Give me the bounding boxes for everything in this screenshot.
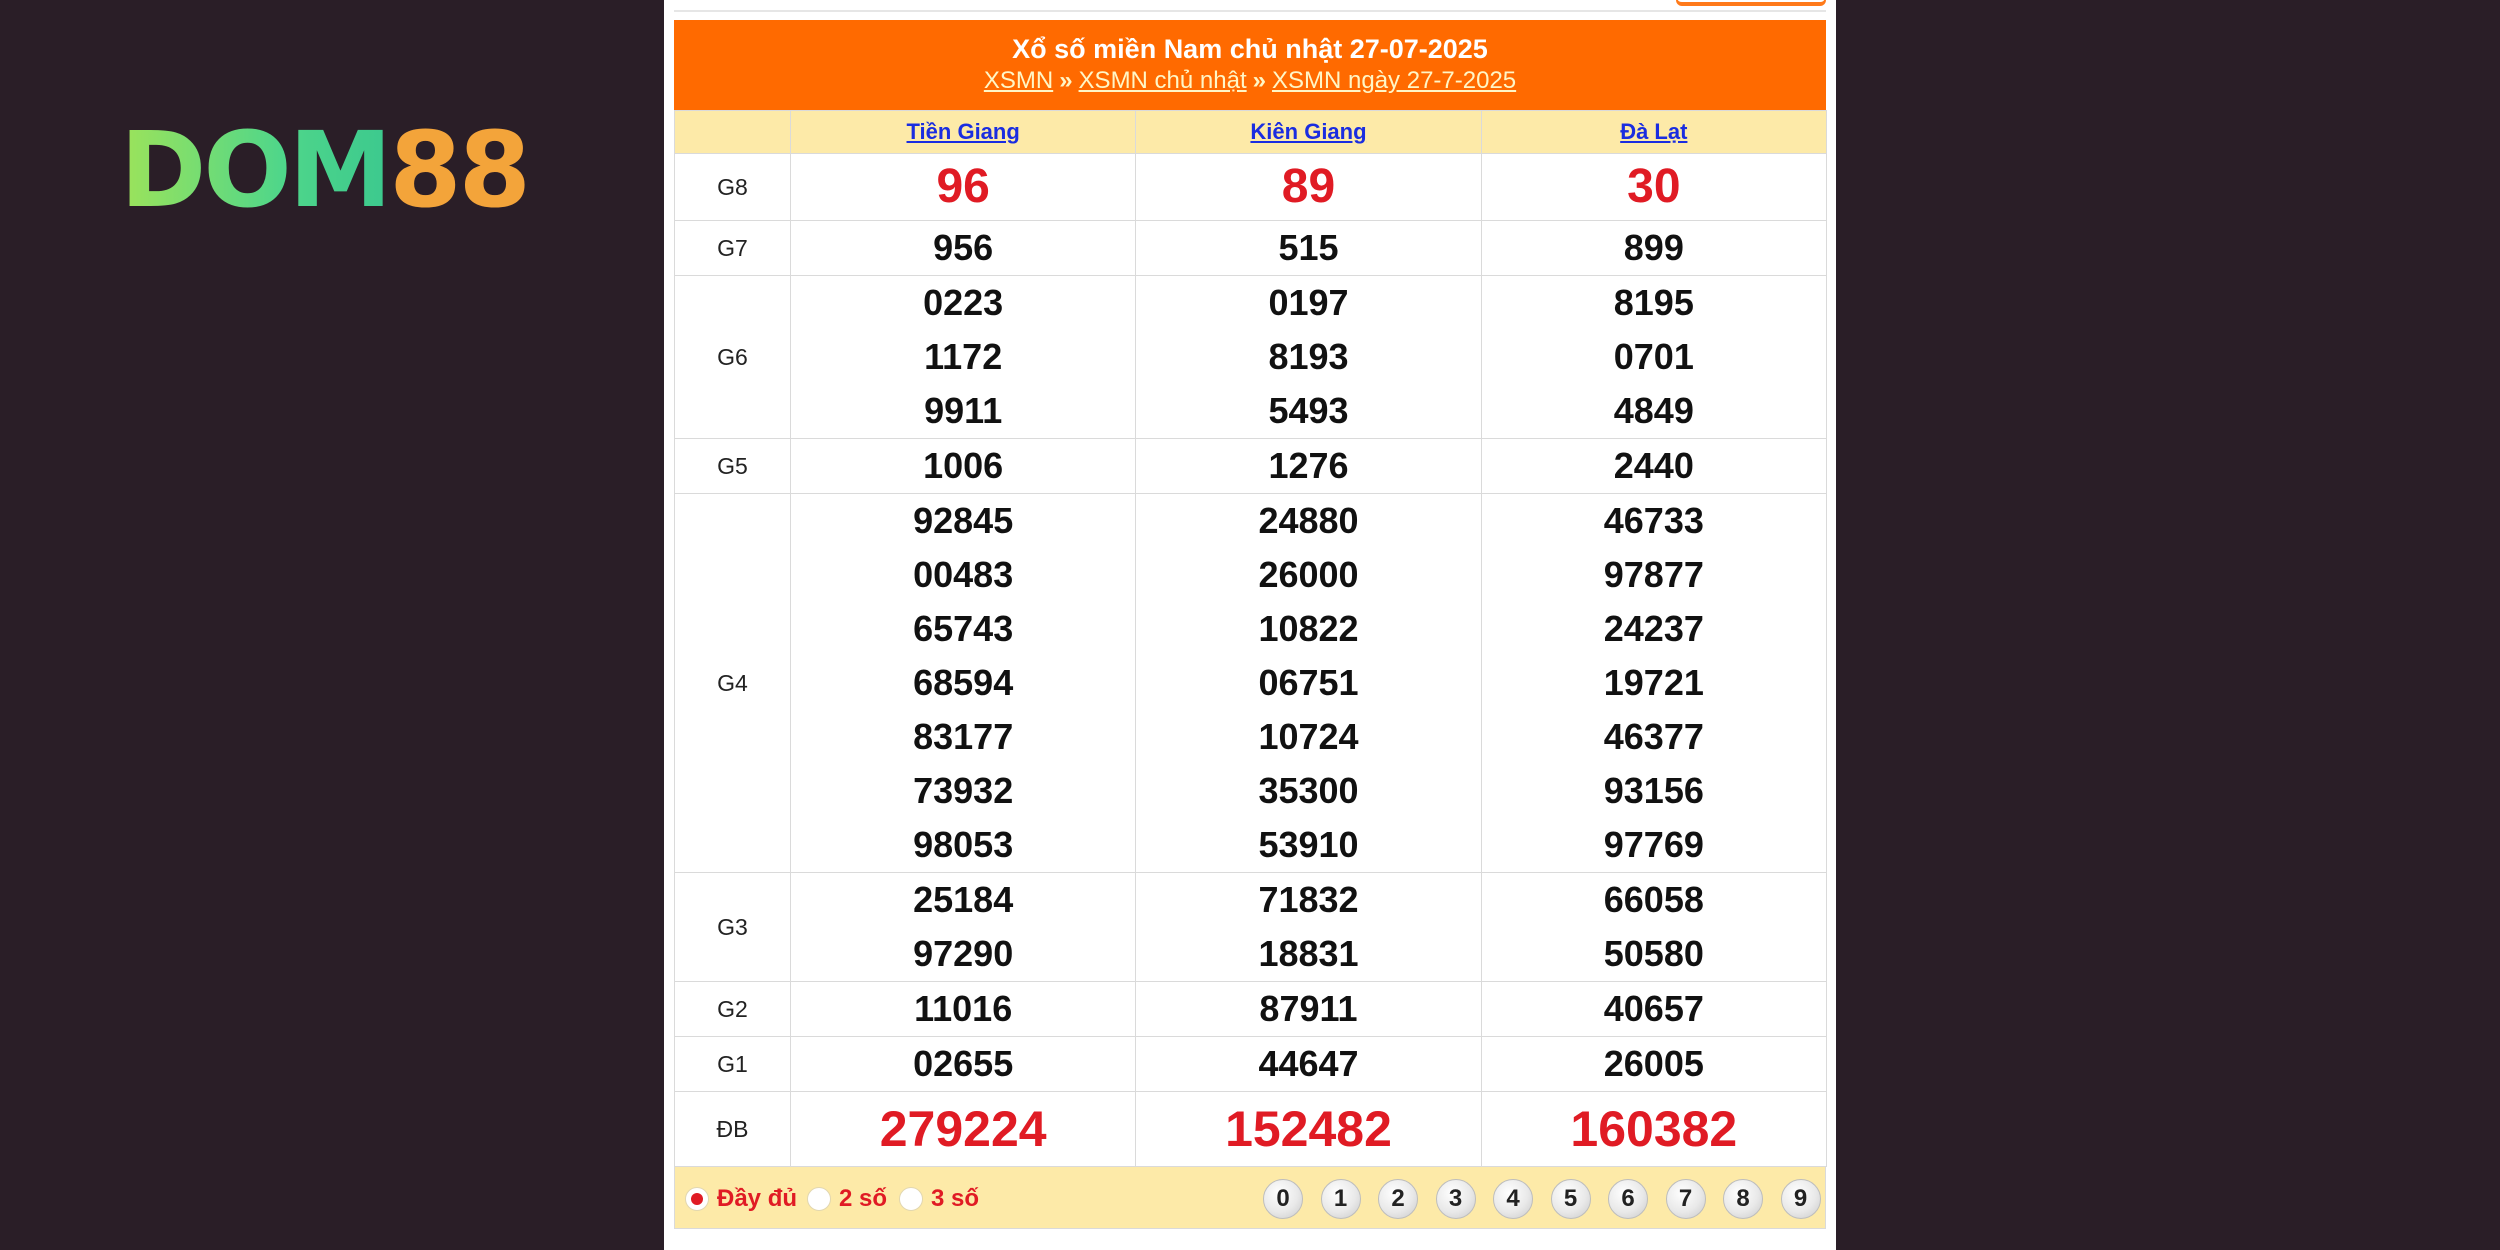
result-cell — [1481, 1037, 1826, 1092]
result-number: 30 — [1627, 160, 1681, 213]
province-header — [1481, 111, 1826, 154]
logo-text-dom: DOM — [120, 109, 390, 231]
prize-row-g5 — [675, 439, 1827, 494]
prize-row-g2 — [675, 982, 1827, 1037]
result-number: 1172 — [924, 336, 1003, 377]
result-number: 93156 — [1603, 770, 1704, 811]
result-number: 35300 — [1258, 770, 1359, 811]
result-cell — [1481, 439, 1826, 494]
result-number: 83177 — [913, 716, 1014, 757]
prize-row-g3 — [675, 873, 1827, 982]
result-cell — [791, 221, 1136, 276]
digit-button-9[interactable]: 9 — [1781, 1179, 1821, 1219]
result-cell — [791, 1092, 1136, 1167]
result-number: 160382 — [1570, 1101, 1738, 1157]
result-cell — [1481, 154, 1826, 221]
breadcrumb-separator: » — [1252, 67, 1266, 94]
result-cell — [1136, 873, 1481, 982]
result-cell — [1136, 1092, 1481, 1167]
option-3-digits[interactable] — [899, 1185, 979, 1213]
display-options-bar — [674, 1167, 1826, 1229]
breadcrumb-xsmn-sunday[interactable]: XSMN chủ nhật — [1078, 67, 1247, 94]
result-number: 8195 — [1613, 282, 1694, 323]
result-number: 46733 — [1603, 500, 1704, 541]
result-number: 0701 — [1613, 336, 1694, 377]
top-tab-edge — [1676, 0, 1826, 6]
result-number: 279224 — [879, 1101, 1047, 1157]
prize-label: G6 — [675, 276, 791, 439]
result-cell — [1136, 276, 1481, 439]
digit-button-7[interactable]: 7 — [1666, 1179, 1706, 1219]
result-number: 98053 — [913, 824, 1014, 865]
result-number: 06751 — [1258, 662, 1359, 703]
result-number: 10822 — [1258, 608, 1359, 649]
result-number: 65743 — [913, 608, 1014, 649]
result-number: 19721 — [1603, 662, 1704, 703]
result-cell — [1136, 439, 1481, 494]
prize-label: G4 — [675, 494, 791, 873]
digit-button-1[interactable]: 1 — [1321, 1179, 1361, 1219]
radio-3-digits[interactable] — [899, 1187, 923, 1211]
prize-row-g4 — [675, 494, 1827, 873]
result-number: 89 — [1281, 160, 1336, 213]
option-2-digits-label: 2 số — [839, 1185, 888, 1212]
radio-full[interactable] — [685, 1187, 709, 1211]
province-header-row — [675, 111, 1827, 154]
result-cell — [1481, 221, 1826, 276]
breadcrumb-xsmn[interactable]: XSMN — [983, 67, 1054, 94]
result-number: 97877 — [1603, 554, 1704, 595]
result-number: 40657 — [1603, 988, 1704, 1029]
result-number: 24237 — [1603, 608, 1704, 649]
result-cell — [1481, 1092, 1826, 1167]
results-panel — [664, 0, 1836, 1250]
digit-button-8[interactable]: 8 — [1723, 1179, 1763, 1219]
result-cell — [791, 276, 1136, 439]
province-link-tien-giang[interactable]: Tiền Giang — [906, 119, 1020, 144]
result-number: 26000 — [1258, 554, 1359, 595]
results-header — [674, 20, 1826, 110]
result-number: 1276 — [1268, 445, 1349, 486]
lottery-results-box — [674, 20, 1826, 1229]
option-2-digits[interactable] — [807, 1185, 887, 1213]
prize-label: G2 — [675, 982, 791, 1037]
result-cell — [791, 982, 1136, 1037]
result-number: 46377 — [1603, 716, 1704, 757]
result-cell — [1136, 494, 1481, 873]
dom88-logo — [120, 109, 528, 231]
prize-label: G3 — [675, 873, 791, 982]
result-cell — [1136, 1037, 1481, 1092]
result-number: 899 — [1623, 227, 1684, 268]
result-number: 8193 — [1268, 336, 1349, 377]
digit-button-0[interactable]: 0 — [1263, 1179, 1303, 1219]
digit-button-5[interactable]: 5 — [1551, 1179, 1591, 1219]
province-link-kien-giang[interactable]: Kiên Giang — [1250, 119, 1367, 144]
result-number: 66058 — [1603, 879, 1704, 920]
prize-label: G1 — [675, 1037, 791, 1092]
digit-button-4[interactable]: 4 — [1493, 1179, 1533, 1219]
result-number: 53910 — [1258, 824, 1359, 865]
result-cell — [791, 494, 1136, 873]
digit-button-2[interactable]: 2 — [1378, 1179, 1418, 1219]
province-header — [791, 111, 1136, 154]
result-number: 97290 — [913, 933, 1014, 974]
result-number: 92845 — [913, 500, 1014, 541]
result-cell — [1136, 982, 1481, 1037]
breadcrumb-separator: » — [1059, 67, 1073, 94]
prize-label: G7 — [675, 221, 791, 276]
breadcrumb-xsmn-date[interactable]: XSMN ngày 27-7-2025 — [1272, 67, 1517, 94]
digit-button-6[interactable]: 6 — [1608, 1179, 1648, 1219]
radio-2-digits[interactable] — [807, 1187, 831, 1211]
result-number: 24880 — [1258, 500, 1359, 541]
result-cell — [791, 439, 1136, 494]
result-number: 00483 — [913, 554, 1014, 595]
result-number: 956 — [933, 227, 994, 268]
result-number: 50580 — [1603, 933, 1704, 974]
result-number: 515 — [1278, 227, 1339, 268]
option-full-label: Đầy đủ — [717, 1185, 798, 1212]
result-number: 26005 — [1603, 1043, 1704, 1084]
prize-row-g6 — [675, 276, 1827, 439]
result-number: 2440 — [1613, 445, 1694, 486]
digit-button-3[interactable]: 3 — [1436, 1179, 1476, 1219]
result-number: 73932 — [913, 770, 1014, 811]
result-cell — [1136, 221, 1481, 276]
result-number: 5493 — [1268, 390, 1349, 431]
result-number: 1006 — [923, 445, 1004, 486]
result-number: 44647 — [1258, 1043, 1359, 1084]
result-number: 18831 — [1258, 933, 1359, 974]
prize-rows — [675, 154, 1827, 1167]
prize-label: G8 — [675, 154, 791, 221]
option-3-digits-label: 3 số — [931, 1185, 980, 1212]
result-cell — [791, 1037, 1136, 1092]
results-title: Xổ số miền Nam chủ nhật 27-07-2025 — [1012, 34, 1488, 64]
corner-cell — [675, 111, 791, 154]
result-cell — [1136, 154, 1481, 221]
result-number: 71832 — [1258, 879, 1359, 920]
result-cell — [791, 154, 1136, 221]
result-number: 97769 — [1603, 824, 1704, 865]
top-divider — [674, 0, 1826, 12]
result-number: 11016 — [914, 988, 1013, 1029]
results-table — [674, 110, 1827, 1167]
logo-text-88: 88 — [389, 109, 528, 231]
result-cell — [1481, 494, 1826, 873]
result-number: 0223 — [923, 282, 1004, 323]
result-cell — [1481, 873, 1826, 982]
prize-row-g8 — [675, 154, 1827, 221]
result-number: 87911 — [1259, 988, 1358, 1029]
result-number: 10724 — [1258, 716, 1359, 757]
prize-row-g7 — [675, 221, 1827, 276]
province-header — [1136, 111, 1481, 154]
result-number: 152482 — [1225, 1101, 1392, 1157]
breadcrumb — [674, 66, 1826, 96]
result-number: 68594 — [913, 662, 1014, 703]
prize-label: ĐB — [675, 1092, 791, 1167]
result-number: 02655 — [913, 1043, 1014, 1084]
result-number: 9911 — [924, 390, 1003, 431]
prize-row-đb — [675, 1092, 1827, 1167]
result-number: 25184 — [913, 879, 1014, 920]
result-number: 0197 — [1268, 282, 1349, 323]
result-cell — [1481, 276, 1826, 439]
result-number: 4849 — [1613, 390, 1694, 431]
option-full[interactable] — [685, 1185, 797, 1213]
result-number: 96 — [936, 160, 990, 213]
result-cell — [791, 873, 1136, 982]
prize-row-g1 — [675, 1037, 1827, 1092]
result-cell — [1481, 982, 1826, 1037]
province-link-da-lat[interactable]: Đà Lạt — [1620, 119, 1688, 144]
prize-label: G5 — [675, 439, 791, 494]
